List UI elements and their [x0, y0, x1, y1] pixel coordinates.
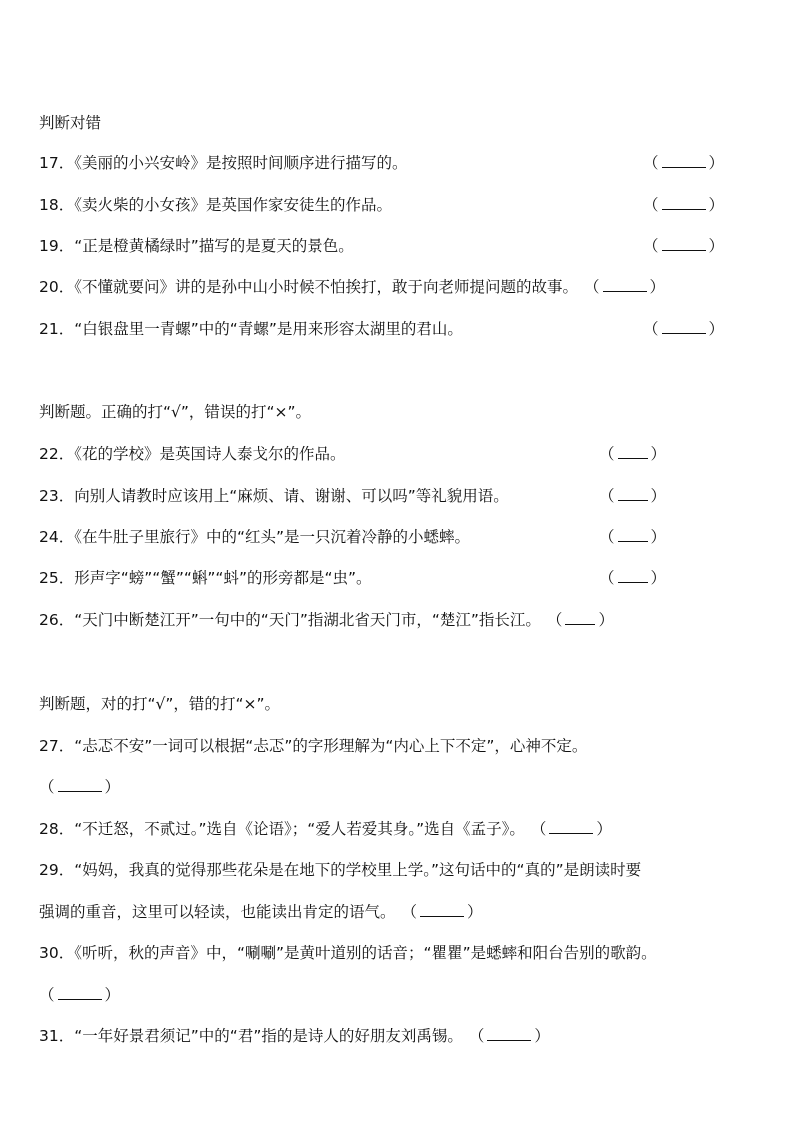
question-19	[39, 236, 759, 256]
answer-box[interactable]: （ ）	[39, 986, 121, 1004]
answer-box[interactable]: （ ）	[643, 320, 725, 338]
question-text: “正是橙黄橘绿时”描写的是夏天的景色。	[74, 237, 354, 255]
answer-blank[interactable]	[662, 153, 706, 168]
answer-blank[interactable]	[618, 568, 648, 583]
question-20	[39, 277, 759, 297]
answer-blank[interactable]	[662, 236, 706, 251]
question-29	[39, 860, 759, 880]
question-number: 25．	[39, 569, 75, 587]
question-number: 27．	[39, 737, 75, 755]
answer-box[interactable]: （ ）	[39, 778, 121, 796]
question-text: 《卖火柴的小女孩》是英国作家安徒生的作品。	[74, 196, 392, 214]
question-number: 24．	[39, 528, 75, 546]
question-text: 《听听，秋的声音》中，“唰唰”是黄叶道别的话音；“瞿瞿”是蟋蟀和阳台告别的歌韵。	[74, 944, 657, 962]
question-number: 19．	[39, 237, 75, 255]
question-number: 23．	[39, 487, 75, 505]
answer-box[interactable]: （ ）	[468, 1027, 550, 1045]
answer-blank[interactable]	[662, 195, 706, 210]
question-27-answer-line	[39, 777, 759, 797]
question-text: “忐忑不安”一词可以根据“忐忑”的字形理解为“内心上下不定”，心神不定。	[74, 737, 588, 755]
answer-blank[interactable]	[58, 777, 102, 792]
answer-box[interactable]: （ ）	[599, 528, 667, 546]
question-number: 30．	[39, 944, 75, 962]
answer-box[interactable]: （ ）	[530, 820, 612, 838]
question-30	[39, 943, 759, 963]
answer-box[interactable]: （ ）	[643, 154, 725, 172]
question-25	[39, 568, 759, 588]
question-21	[39, 319, 759, 339]
question-27	[39, 736, 759, 756]
answer-box[interactable]: （ ）	[643, 196, 725, 214]
question-number: 17．	[39, 154, 75, 172]
question-text: “白银盘里一青螺”中的“青螺”是用来形容太湖里的君山。	[74, 320, 463, 338]
answer-blank[interactable]	[58, 985, 102, 1000]
question-text: “天门中断楚江开”一句中的“天门”指湖北省天门市，“楚江”指长江。	[74, 611, 541, 629]
answer-blank[interactable]	[487, 1026, 531, 1041]
answer-blank[interactable]	[662, 319, 706, 334]
answer-box[interactable]: （ ）	[643, 237, 725, 255]
question-30-answer-line	[39, 985, 759, 1005]
question-text: “一年好景君须记”中的“君”指的是诗人的好朋友刘禹锡。	[74, 1027, 463, 1045]
answer-blank[interactable]	[618, 444, 648, 459]
answer-box[interactable]: （ ）	[599, 487, 667, 505]
question-number: 18．	[39, 196, 75, 214]
answer-box[interactable]: （ ）	[599, 569, 667, 587]
answer-box[interactable]: （ ）	[546, 611, 614, 629]
section-heading: 判断题，对的打“√”，错的打“×”。	[39, 695, 280, 713]
question-text: “妈妈，我真的觉得那些花朵是在地下的学校里上学。”这句话中的“真的”是朗读时要	[74, 861, 642, 879]
question-text: 《美丽的小兴安岭》是按照时间顺序进行描写的。	[74, 154, 408, 172]
question-text: 《在牛肚子里旅行》中的“红头”是一只沉着冷静的小蟋蟀。	[74, 528, 471, 546]
question-17	[39, 153, 759, 173]
question-29-continued	[39, 902, 759, 922]
answer-blank[interactable]	[549, 819, 593, 834]
question-number: 28．	[39, 820, 75, 838]
question-text: 向别人请教时应该用上“麻烦、请、谢谢、可以吗”等礼貌用语。	[74, 487, 509, 505]
question-31	[39, 1026, 759, 1046]
answer-box[interactable]: （ ）	[401, 903, 483, 921]
answer-box[interactable]: （ ）	[599, 445, 667, 463]
question-22	[39, 444, 759, 464]
question-number: 29．	[39, 861, 75, 879]
question-text: 《不懂就要问》讲的是孙中山小时候不怕挨打，敢于向老师提问题的故事。	[74, 278, 578, 296]
question-28	[39, 819, 759, 839]
question-text-continued: 强调的重音，这里可以轻读，也能读出肯定的语气。	[39, 903, 396, 921]
question-number: 21．	[39, 320, 75, 338]
question-text: 形声字“螃”“蟹”“蝌”“蚪”的形旁都是“虫”。	[74, 569, 372, 587]
section-heading: 判断题。正确的打“√”，错误的打“×”。	[39, 403, 311, 421]
answer-blank[interactable]	[603, 277, 647, 292]
answer-box[interactable]: （ ）	[584, 278, 666, 296]
answer-blank[interactable]	[420, 902, 464, 917]
question-24	[39, 527, 759, 547]
question-number: 22．	[39, 445, 75, 463]
question-23	[39, 486, 759, 506]
section-heading: 判断对错	[39, 114, 102, 132]
question-text: “不迁怒，不贰过。”选自《论语》；“爱人若爱其身。”选自《孟子》。	[74, 820, 525, 838]
answer-blank[interactable]	[565, 610, 595, 625]
question-number: 31．	[39, 1027, 75, 1045]
answer-blank[interactable]	[618, 486, 648, 501]
question-number: 20．	[39, 278, 75, 296]
question-18	[39, 195, 759, 215]
answer-blank[interactable]	[618, 527, 648, 542]
question-number: 26．	[39, 611, 75, 629]
question-26	[39, 610, 759, 630]
question-text: 《花的学校》是英国诗人泰戈尔的作品。	[74, 445, 346, 463]
